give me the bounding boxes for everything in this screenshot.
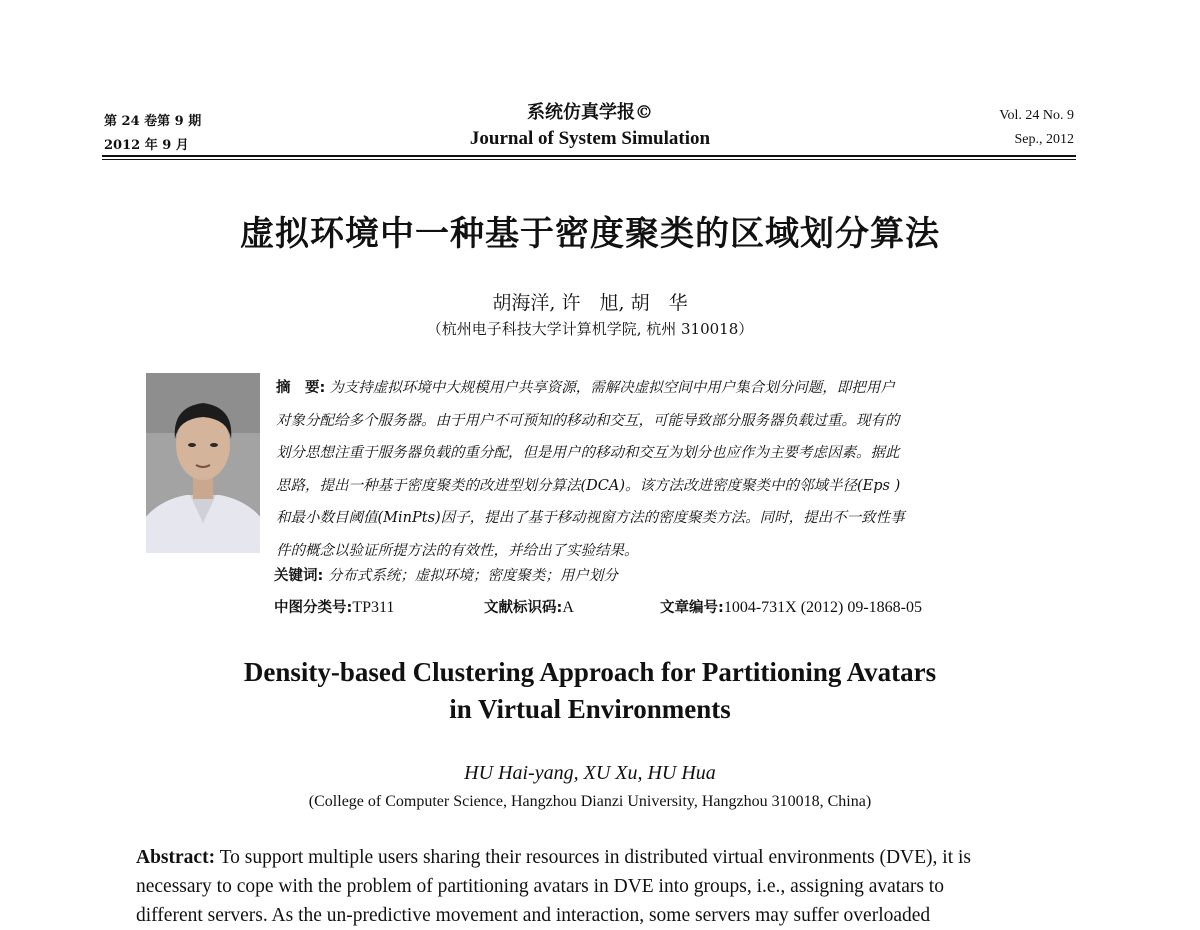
authors-cn: 胡海洋, 许 旭, 胡 华 xyxy=(492,292,688,314)
abstract-en-line xyxy=(136,843,1048,872)
article-value: 1004-731X (2012) 09-1868-05 xyxy=(723,599,923,616)
journal-issue-cn xyxy=(104,110,201,158)
abstract-cn xyxy=(276,372,1066,567)
article-number xyxy=(660,596,922,617)
journal-name-en: Journal of System Simulation xyxy=(469,128,711,149)
paper-title-en xyxy=(0,654,1180,728)
doc-value: A xyxy=(562,599,574,616)
abstract-en-label: Abstract: xyxy=(136,847,216,868)
volume-issue-en: Vol. 24 No. 9 xyxy=(999,108,1074,123)
journal-name-cn: 系统仿真学报© xyxy=(527,102,653,123)
date-en: Sep., 2012 xyxy=(1014,132,1074,147)
abstract-cn-line: 对象分配给多个服务器。由于用户不可预知的移动和交互，可能导致部分服务器负载过重。现有的 xyxy=(276,412,900,429)
keywords-cn-label: 关键词: xyxy=(274,568,324,584)
abstract-en-text: To support multiple users sharing their resources in distributed virtual environments (DVE), it is xyxy=(219,847,972,868)
journal-name xyxy=(400,100,780,152)
clc-number xyxy=(274,596,394,617)
affiliation-cn: （杭州电子科技大学计算机学院, 杭州 310018） xyxy=(426,320,754,338)
header-rule-thin xyxy=(102,159,1076,160)
paper-title-cn: 虚拟环境中一种基于密度聚类的区域划分算法 xyxy=(240,214,940,254)
keywords-cn-value: 分布式系统；虚拟环境；密度聚类；用户划分 xyxy=(327,568,618,584)
abstract-cn-line: 划分思想注重于服务器负载的重分配，但是用户的移动和交互为划分也应作为主要考虑因素。据此 xyxy=(276,445,900,461)
article-label: 文章编号: xyxy=(660,600,724,616)
abstract-cn-text: 为支持虚拟环境中大规模用户共享资源，需解决虚拟空间中用户集合划分问题，即把用户 xyxy=(329,380,895,396)
clc-value: TP311 xyxy=(352,599,395,616)
abstract-en xyxy=(136,843,1048,930)
portrait-image xyxy=(146,373,260,553)
paper-title-en-line2: in Virtual Environments xyxy=(449,694,731,724)
clc-label: 中图分类号: xyxy=(274,600,353,616)
keywords-cn xyxy=(274,564,618,585)
abstract-cn-line xyxy=(276,372,1066,405)
volume-issue-cn: 第 24 卷第 9 期 xyxy=(104,114,202,129)
date-cn: 2012 年 9 月 xyxy=(104,138,189,153)
affiliation-en: (College of Computer Science, Hangzhou Dianzi University, Hangzhou 310018, China) xyxy=(308,793,872,810)
abstract-cn-line: 件的概念以验证所提方法的有效性，并给出了实验结果。 xyxy=(276,542,639,559)
abstract-cn-line: 思路，提出一种基于密度聚类的改进型划分算法(DCA)。该方法改进密度聚类中的邻域半径(Eps ) xyxy=(276,477,901,494)
doc-code xyxy=(484,596,574,617)
abstract-cn-label: 摘 要: xyxy=(276,380,326,396)
abstract-en-line: different servers. As the un-predictive movement and interaction, some servers may suffer overloaded xyxy=(136,905,931,926)
author-photo xyxy=(146,373,260,553)
abstract-en-line: necessary to cope with the problem of partitioning avatars in DVE into groups, i.e., assigning avatars to xyxy=(136,876,944,897)
doc-label: 文献标识码: xyxy=(484,600,563,616)
authors-en: HU Hai-yang, XU Xu, HU Hua xyxy=(464,762,716,784)
header-rule xyxy=(102,155,1076,157)
journal-issue-en xyxy=(999,104,1074,152)
abstract-cn-line: 和最小数目阈值(MinPts)因子，提出了基于移动视窗方法的密度聚类方法。同时，提出不一致性事 xyxy=(276,510,905,526)
paper-title-en-line1: Density-based Clustering Approach for Partitioning Avatars xyxy=(243,657,937,687)
